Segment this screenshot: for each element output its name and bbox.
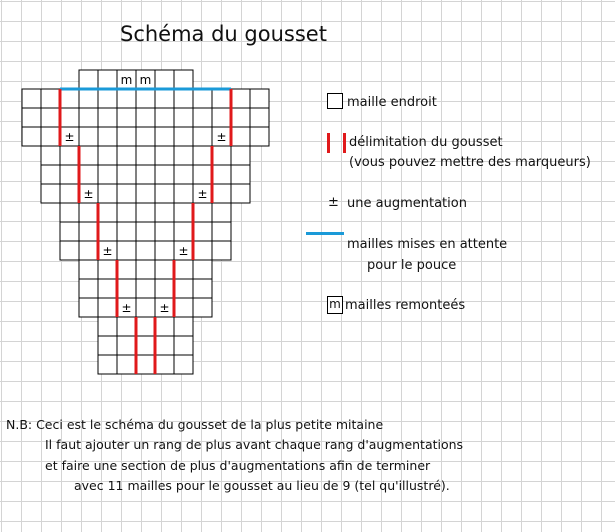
grid-cell [212,203,231,222]
grid-cell [155,336,174,355]
grid-cell [136,89,155,108]
grid-cell [136,184,155,203]
picked-up-stitch-label: m [120,73,133,87]
grid-cell [212,108,231,127]
grid-cell [155,260,174,279]
increase-symbol: ± [121,301,132,315]
grid-cell [174,146,193,165]
note-line-1: N.B: Ceci est le schéma du gousset de la plus petite mitaine [6,417,384,432]
grid-cell [117,260,136,279]
grid-cell [193,222,212,241]
grid-cell [41,184,60,203]
grid-cell [136,241,155,260]
grid-cell [117,127,136,146]
grid-cell [98,279,117,298]
grid-cell [136,317,155,336]
grid-cell [98,108,117,127]
grid-cell [212,184,231,203]
grid-cell [155,355,174,374]
legend-marker-label: délimitation du gousset [349,135,503,150]
grid-cell [212,146,231,165]
grid-cell [41,127,60,146]
grid-cell [117,89,136,108]
grid-cell [155,108,174,127]
grid-cell [155,70,174,89]
grid-cell [41,89,60,108]
grid-cell [98,70,117,89]
grid-cell [98,89,117,108]
grid-cell [174,298,193,317]
grid-cell [117,222,136,241]
grid-cell [117,355,136,374]
grid-cell [98,298,117,317]
grid-cell [250,108,269,127]
grid-cell [117,317,136,336]
grid-cell [136,203,155,222]
grid-cell [231,108,250,127]
grid-cell [155,127,174,146]
grid-cell [79,241,98,260]
grid-cell [155,203,174,222]
grid-cell [174,127,193,146]
note-line-4: avec 11 mailles pour le gousset au lieu de 9 (tel qu'illustré). [74,478,450,493]
legend-marker-note: (vous pouvez mettre des marqueurs) [349,155,591,170]
grid-cell [174,355,193,374]
page-title: Schéma du gousset [120,22,327,46]
grid-cell [41,165,60,184]
legend-marker-left-icon [327,133,330,153]
grid-cell [193,127,212,146]
grid-cell [174,184,193,203]
grid-cell [155,89,174,108]
legend-picked-up-label: mailles remonteés [345,298,466,313]
legend-marker-right-icon [343,133,346,153]
grid-cell [98,355,117,374]
grid-cell [79,165,98,184]
grid-cell [79,127,98,146]
grid-cell [174,260,193,279]
grid-cell [136,298,155,317]
grid-cell [60,165,79,184]
grid-cell [250,127,269,146]
legend-held-label-2: pour le pouce [367,258,457,273]
grid-cell [98,260,117,279]
grid-cell [60,108,79,127]
note-line-3: et faire une section de plus d'augmentations afin de terminer [45,458,431,473]
grid-cell [193,89,212,108]
grid-cell [155,317,174,336]
note-line-2: Il faut ajouter un rang de plus avant chaque rang d'augmentations [45,437,464,452]
grid-cell [60,241,79,260]
grid-cell [117,203,136,222]
grid-cell [193,108,212,127]
grid-cell [117,108,136,127]
grid-cell [98,127,117,146]
grid-cell [136,260,155,279]
grid-cell [79,260,98,279]
grid-cell [79,298,98,317]
grid-cell [98,203,117,222]
grid-cell [117,146,136,165]
grid-cell [193,260,212,279]
grid-cell [22,108,41,127]
grid-cell [60,222,79,241]
grid-cell [174,165,193,184]
grid-cell [231,89,250,108]
legend-increase-label: une augmentation [347,196,467,211]
grid-cell [155,279,174,298]
grid-cell [136,355,155,374]
grid-cell [193,203,212,222]
grid-cell [174,108,193,127]
grid-cell [193,241,212,260]
grid-cell [174,336,193,355]
grid-cell [60,89,79,108]
legend-held-label: mailles mises en attente [347,237,508,252]
grid-cell [155,184,174,203]
increase-symbol: ± [102,244,113,258]
grid-cell [136,165,155,184]
grid-cell [136,222,155,241]
grid-cell [60,146,79,165]
increase-symbol: ± [83,187,94,201]
grid-cell [193,298,212,317]
grid-cell [117,336,136,355]
grid-cell [231,184,250,203]
grid-cell [22,89,41,108]
grid-cell [98,146,117,165]
grid-cell [174,317,193,336]
increase-symbol: ± [64,130,75,144]
grid-cell [136,127,155,146]
grid-cell [41,146,60,165]
grid-cell [79,108,98,127]
grid-cell [117,279,136,298]
grid-cell [250,89,269,108]
grid-cell [136,336,155,355]
grid-cell [231,146,250,165]
legend-held-stitches-icon [306,232,344,235]
grid-cell [174,203,193,222]
grid-cell [98,317,117,336]
grid-cell [193,279,212,298]
grid-cell [174,222,193,241]
grid-cell [79,222,98,241]
increase-symbol: ± [216,130,227,144]
grid-cell [79,70,98,89]
grid-cell [155,241,174,260]
grid-cell [231,165,250,184]
grid-cell [117,184,136,203]
legend-knit-cell-icon [327,93,343,109]
grid-cell [79,203,98,222]
picked-up-stitch-label: m [139,73,152,87]
grid-cell [212,89,231,108]
legend-knit-label: maille endroit [347,95,437,110]
grid-cell [212,222,231,241]
grid-cell [231,127,250,146]
grid-cell [212,241,231,260]
legend-increase-icon: ± [328,195,339,210]
grid-cell [79,146,98,165]
grid-cell [193,165,212,184]
increase-symbol: ± [178,244,189,258]
grid-cell [155,146,174,165]
grid-cell [79,89,98,108]
grid-cell [60,184,79,203]
grid-cell [98,336,117,355]
grid-cell [41,108,60,127]
grid-cell [136,108,155,127]
grid-cell [136,279,155,298]
grid-cell [98,165,117,184]
grid-cell [174,89,193,108]
grid-cell [98,222,117,241]
grid-cell [174,70,193,89]
increase-symbol: ± [159,301,170,315]
grid-cell [174,279,193,298]
legend-picked-up-icon: m [327,296,343,314]
increase-symbol: ± [197,187,208,201]
grid-cell [193,146,212,165]
grid-cell [155,165,174,184]
grid-cell [22,127,41,146]
grid-cell [155,222,174,241]
grid-cell [98,184,117,203]
grid-cell [136,146,155,165]
grid-cell [117,241,136,260]
grid-cell [117,165,136,184]
grid-cell [60,203,79,222]
grid-cell [79,279,98,298]
grid-cell [212,165,231,184]
